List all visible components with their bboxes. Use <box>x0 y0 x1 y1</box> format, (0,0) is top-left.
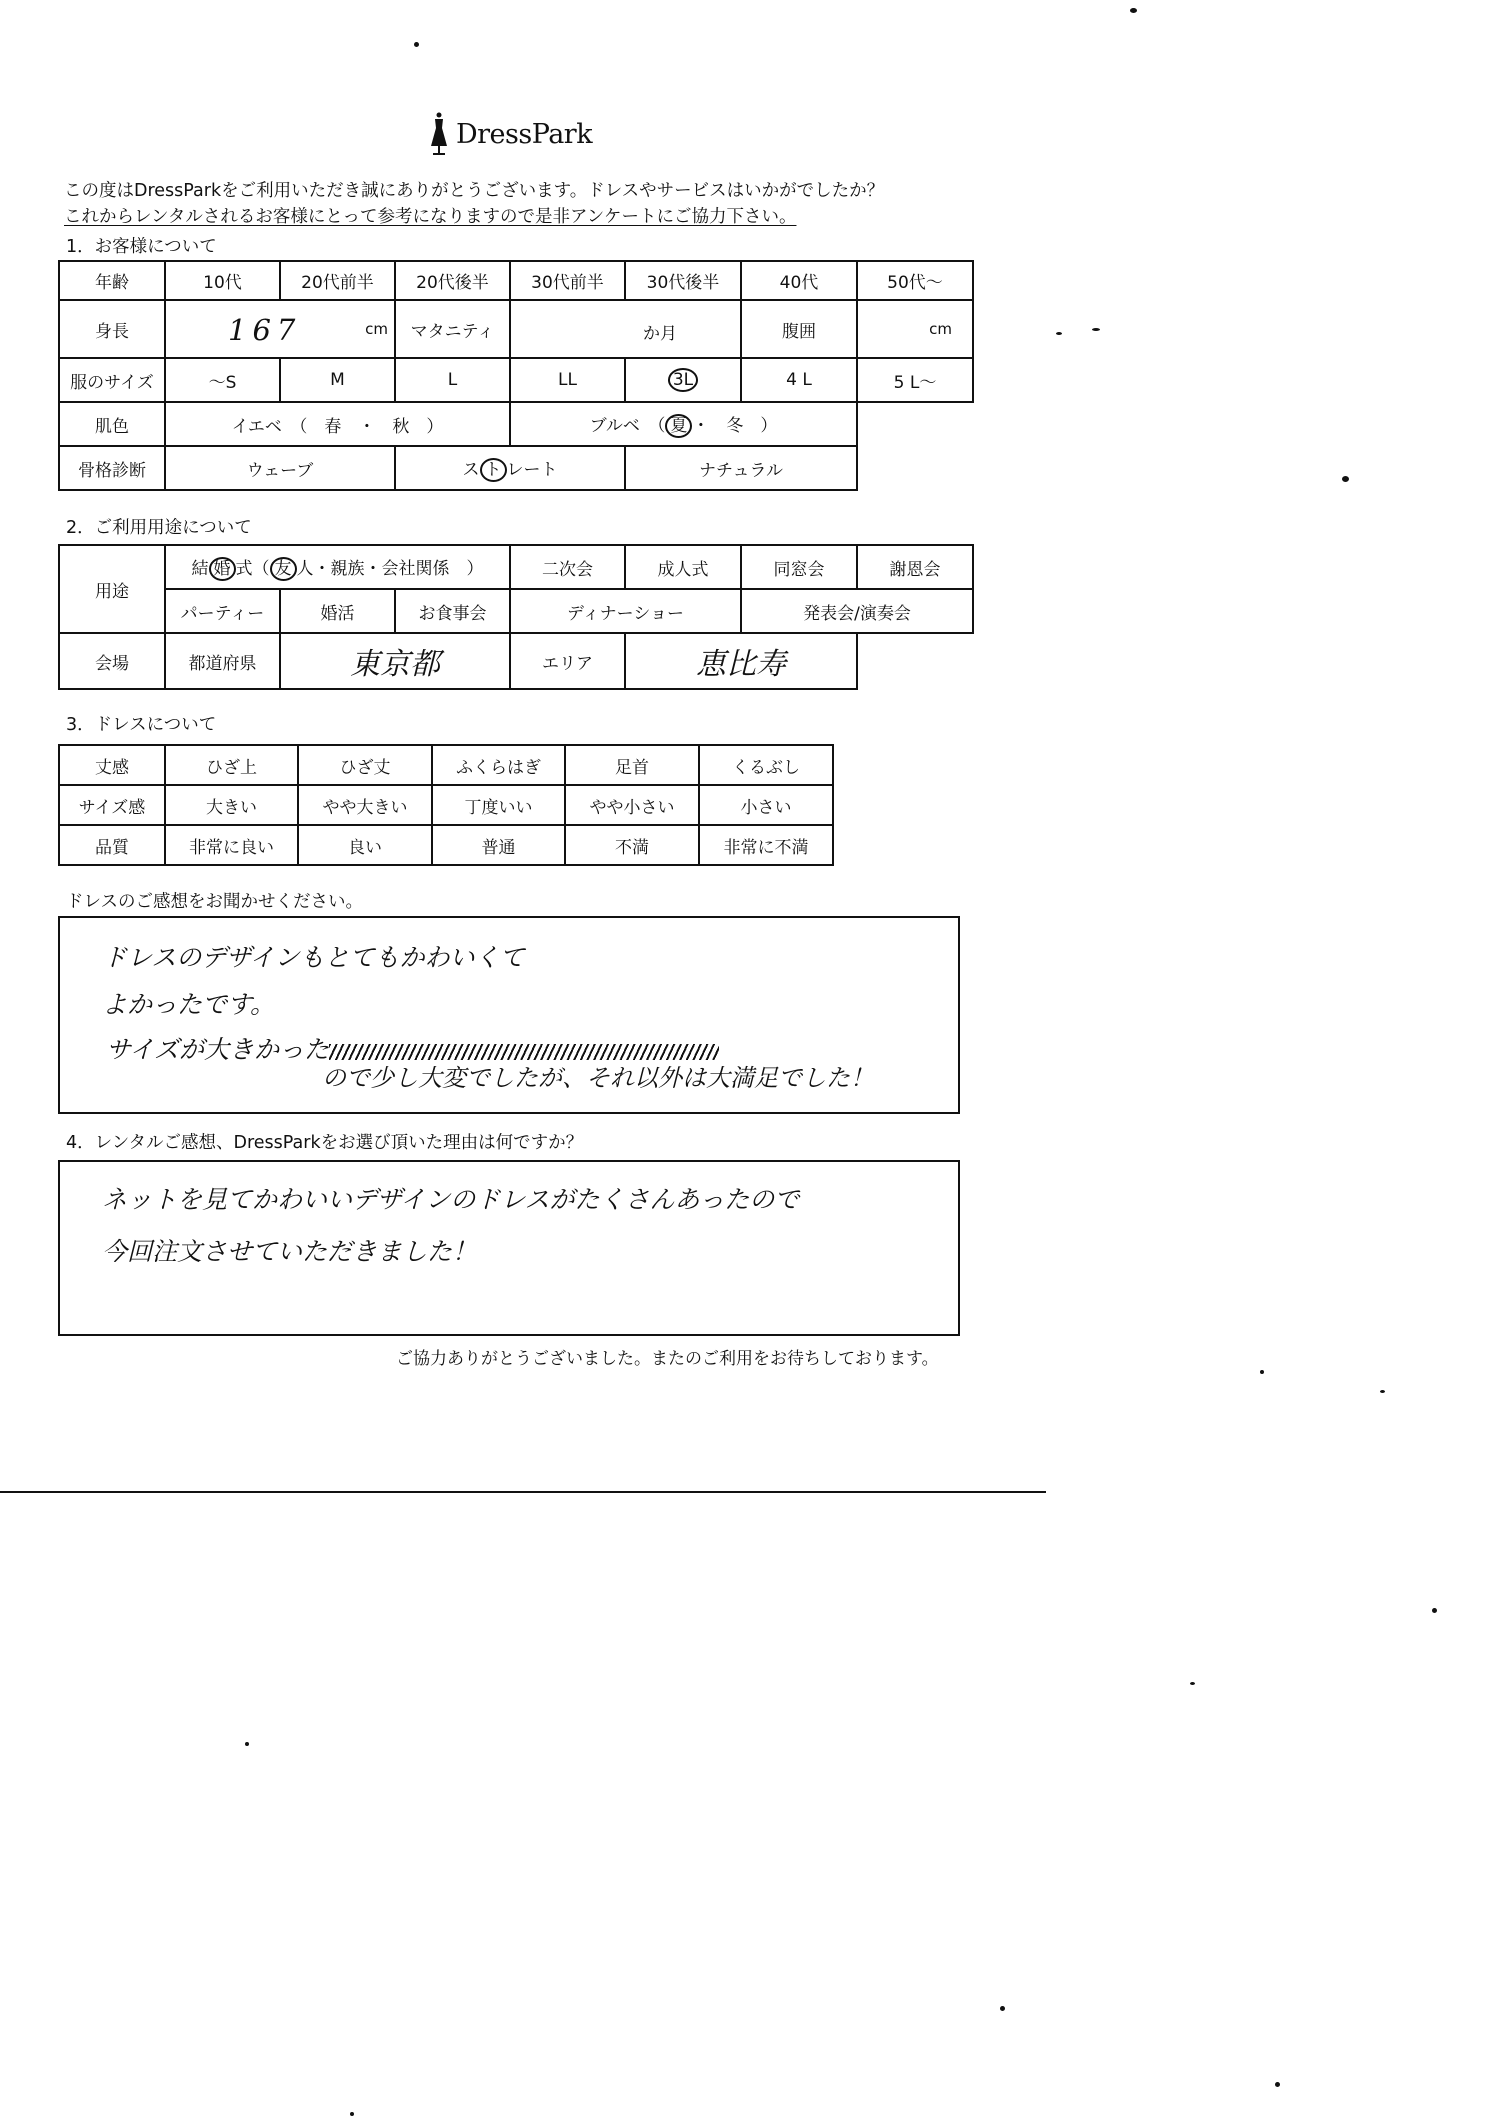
quality-row <box>59 825 833 865</box>
age-option[interactable]: 20代後半 <box>395 261 510 300</box>
size-option[interactable]: LL <box>510 358 625 402</box>
prefecture-value[interactable]: 東京都 <box>280 633 510 689</box>
area-value[interactable]: 恵比寿 <box>625 633 857 689</box>
skin-summer-selected: 夏 <box>665 414 692 438</box>
reason-line-2: 今回注文させていただきました！ <box>102 1237 478 1266</box>
customer-table <box>58 260 974 491</box>
quality-label: 品質 <box>59 825 165 865</box>
age-option[interactable]: 20代前半 <box>280 261 395 300</box>
frame-straight[interactable]: ス ト レート <box>395 446 625 490</box>
length-option[interactable]: 足首 <box>565 745 699 785</box>
logo-text: DressPark <box>456 118 593 150</box>
length-option[interactable]: くるぶし <box>699 745 833 785</box>
section2-title: 2．ご利用用途について <box>66 518 252 538</box>
frame-label: 骨格診断 <box>59 446 165 490</box>
dress-table <box>58 744 834 866</box>
frame-row <box>59 446 973 490</box>
intro-line-2: これからレンタルされるお客様にとって参考になりますので是非アンケートにご協力下さい。 <box>64 207 797 227</box>
fit-option[interactable]: 丁度いい <box>432 785 565 825</box>
purpose-option[interactable]: 二次会 <box>510 545 625 589</box>
size-label: 服のサイズ <box>59 358 165 402</box>
length-row <box>59 745 833 785</box>
feedback-box[interactable] <box>58 916 960 1114</box>
quality-option[interactable]: 非常に良い <box>165 825 298 865</box>
scan-speck <box>1092 328 1100 331</box>
feedback-line-3: サイズが大きかった <box>106 1030 719 1066</box>
height-row <box>59 300 973 358</box>
length-option[interactable]: ふくらはぎ <box>432 745 565 785</box>
page-rule <box>0 1491 1046 1493</box>
skin-blue-prefix: ブルベ （ <box>589 415 666 436</box>
height-label: 身長 <box>59 300 165 358</box>
scan-speck <box>1056 332 1062 335</box>
wedding-selected: 婚 <box>209 557 236 581</box>
waist-label: 腹囲 <box>741 300 857 358</box>
age-row <box>59 261 973 300</box>
scan-speck <box>1380 1390 1385 1393</box>
maternity-field[interactable] <box>510 300 741 358</box>
size-option-selected[interactable] <box>625 358 741 402</box>
reason-line-1: ネットを見てかわいいデザインのドレスがたくさんあったので <box>102 1185 800 1214</box>
length-option[interactable]: ひざ丈 <box>298 745 432 785</box>
size-option[interactable]: 5 L～ <box>857 358 973 402</box>
scan-speck <box>414 42 419 47</box>
quality-option[interactable]: 非常に不満 <box>699 825 833 865</box>
skin-blue-suffix: ・ 冬 ） <box>692 415 778 436</box>
size-option[interactable]: M <box>280 358 395 402</box>
quality-option[interactable]: 不満 <box>565 825 699 865</box>
height-unit: cm <box>365 320 388 338</box>
purpose-option[interactable]: 謝恩会 <box>857 545 973 589</box>
purpose-option[interactable]: 婚活 <box>280 589 395 633</box>
age-option[interactable]: 10代 <box>165 261 280 300</box>
feedback-line-2: よかったです。 <box>102 990 276 1019</box>
length-label: 丈感 <box>59 745 165 785</box>
section1-title: 1．お客様について <box>66 237 217 257</box>
skin-label: 肌色 <box>59 402 165 446</box>
waist-field[interactable] <box>857 300 973 358</box>
area-label: エリア <box>510 633 625 689</box>
height-value: 167 <box>228 313 302 347</box>
section4-title: 4．レンタルご感想、DressParkをお選び頂いた理由は何ですか？ <box>66 1133 584 1153</box>
scan-speck <box>1190 1682 1195 1685</box>
scan-speck <box>1000 2006 1005 2011</box>
scan-speck <box>1432 1608 1437 1613</box>
venue-label: 会場 <box>59 633 165 689</box>
fit-option[interactable]: 小さい <box>699 785 833 825</box>
dresspark-logo <box>428 112 592 156</box>
size-selected-circle: 3L <box>668 368 698 392</box>
fit-row <box>59 785 833 825</box>
purpose-option[interactable]: お食事会 <box>395 589 510 633</box>
frame-wave[interactable]: ウェーブ <box>165 446 395 490</box>
size-option[interactable]: 4 L <box>741 358 857 402</box>
skin-yellow[interactable]: イエベ （ 春 ・ 秋 ） <box>165 402 510 446</box>
scan-speck <box>350 2112 354 2116</box>
quality-option[interactable]: 普通 <box>432 825 565 865</box>
waist-unit: cm <box>929 320 952 338</box>
purpose-option[interactable]: 発表会/演奏会 <box>741 589 973 633</box>
purpose-option[interactable]: 同窓会 <box>741 545 857 589</box>
age-option[interactable]: 50代～ <box>857 261 973 300</box>
fit-label: サイズ感 <box>59 785 165 825</box>
frame-natural[interactable]: ナチュラル <box>625 446 857 490</box>
dress-form-icon <box>428 112 450 156</box>
scan-speck <box>1342 476 1349 482</box>
friend-selected: 友 <box>270 557 297 581</box>
purpose-wedding[interactable]: 結 婚 式（ 友 人・親族・会社関係 ） <box>165 545 510 589</box>
size-row <box>59 358 973 402</box>
skin-row <box>59 402 973 446</box>
quality-option[interactable]: 良い <box>298 825 432 865</box>
feedback-title: ドレスのご感想をお聞かせください。 <box>66 892 363 912</box>
age-label: 年齢 <box>59 261 165 300</box>
scan-speck <box>1260 1370 1264 1374</box>
size-option[interactable]: L <box>395 358 510 402</box>
age-option[interactable]: 30代前半 <box>510 261 625 300</box>
fit-option[interactable]: 大きい <box>165 785 298 825</box>
fit-option[interactable]: やや小さい <box>565 785 699 825</box>
age-option[interactable]: 30代後半 <box>625 261 741 300</box>
age-option[interactable]: 40代 <box>741 261 857 300</box>
feedback-line-1: ドレスのデザインもとてもかわいくて <box>102 943 525 972</box>
scan-speck <box>1130 8 1137 13</box>
frame-straight-selected: ト <box>480 458 507 482</box>
fit-option[interactable]: やや大きい <box>298 785 432 825</box>
maternity-label: マタニティ <box>395 300 510 358</box>
scan-speck <box>245 1742 249 1746</box>
usage-table <box>58 544 974 690</box>
size-option[interactable]: ～S <box>165 358 280 402</box>
purpose-option[interactable]: ディナーショー <box>510 589 741 633</box>
scan-speck <box>1275 2082 1280 2087</box>
footer-thanks: ご協力ありがとうございました。またのご利用をお待ちしております。 <box>396 1349 939 1369</box>
feedback-line-4: ので少し大変でしたが、それ以外は大満足でした！ <box>322 1064 874 1092</box>
purpose-option[interactable]: パーティー <box>165 589 280 633</box>
section3-title: 3．ドレスについて <box>66 715 217 735</box>
height-field[interactable] <box>165 300 395 358</box>
purpose-label: 用途 <box>59 545 165 633</box>
purpose-option[interactable]: 成人式 <box>625 545 741 589</box>
reason-box[interactable] <box>58 1160 960 1336</box>
length-option[interactable]: ひざ上 <box>165 745 298 785</box>
months-unit: か月 <box>643 324 677 344</box>
prefecture-label: 都道府県 <box>165 633 280 689</box>
intro-line-1: この度はDressParkをご利用いただき誠にありがとうございます。ドレスやサービスはいかがでしたか？ <box>64 181 885 201</box>
skin-blue[interactable] <box>510 402 857 446</box>
